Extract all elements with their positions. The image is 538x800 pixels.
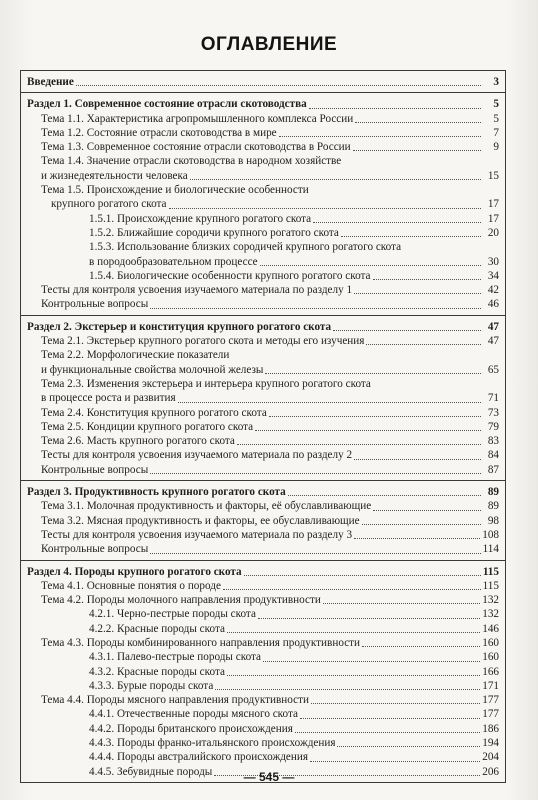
toc-entry-title: Тема 2.3. Изменения экстерьера и интерьера крупного рогатого скота: [41, 377, 371, 390]
toc-entry-title: Раздел 1. Современное состояние отрасли скотоводства: [27, 98, 307, 111]
toc-page-number: 132: [482, 608, 499, 621]
toc-page-number: 83: [487, 435, 499, 448]
toc-entry: [27, 448, 499, 462]
toc-entry: [27, 707, 499, 721]
toc-leader-dots: [258, 617, 480, 619]
toc-entry-title: Тема 4.1. Основные понятия о породе: [41, 579, 221, 592]
toc-leader-dots: [150, 472, 481, 474]
toc-page-number: 115: [482, 579, 499, 592]
toc-leader-dots: [269, 415, 481, 417]
toc-entry: [27, 593, 499, 607]
toc-page-number: 42: [487, 284, 499, 297]
toc-page-number: 171: [482, 679, 499, 692]
toc-entry-title: Контрольные вопросы: [41, 298, 149, 311]
toc-entry-title: 4.3.3. Бурые породы скота: [89, 679, 214, 692]
toc-leader-dots: [244, 574, 481, 576]
toc-entry: [27, 183, 499, 197]
toc-page-number: 84: [487, 449, 499, 462]
toc-leader-dots: [178, 401, 481, 403]
page-number: — 545 —: [243, 770, 295, 784]
toc-entry: [27, 736, 499, 750]
toc-entry-title: Тема 3.2. Мясная продуктивность и факторы, ее обуславливающие: [41, 514, 360, 527]
toc-entry: [27, 406, 499, 420]
toc-entry-title: Раздел 4. Породы крупного рогатого скота: [27, 565, 242, 578]
toc-entry-title: и функциональные свойства молочной железы: [41, 363, 264, 376]
toc-entry-title: Тема 2.5. Кондиции крупного рогатого скота: [41, 420, 254, 433]
toc-entry-title: Тема 1.3. Современное состояние отрасли скотоводства в России: [41, 141, 351, 154]
toc-page-number: 17: [487, 212, 499, 225]
toc-leader-dots: [260, 264, 481, 266]
toc-leader-dots: [255, 429, 481, 431]
toc-entry-title: Тема 2.2. Морфологические показатели: [41, 349, 230, 362]
toc-page-number: 47: [487, 320, 499, 333]
toc-page-number: 30: [487, 255, 499, 268]
table-of-contents: [20, 70, 506, 783]
toc-section-heading: [27, 97, 499, 111]
toc-leader-dots: [362, 523, 481, 525]
toc-page-number: 7: [493, 126, 499, 139]
toc-section-heading: [27, 75, 499, 89]
toc-page-number: 204: [482, 751, 499, 764]
toc-page-number: 5: [493, 98, 499, 111]
toc-page-number: 3: [493, 76, 499, 88]
toc-entry-title: Тема 1.2. Состояние отрасли скотоводства в мире: [41, 126, 277, 139]
toc-entry: [27, 636, 499, 650]
toc-entry: [27, 420, 499, 434]
toc-page-number: 146: [482, 622, 499, 635]
toc-entry-title: 1.5.2. Ближайшие сородичи крупного рогатого скота: [89, 226, 339, 239]
toc-leader-dots: [300, 717, 480, 719]
toc-entry-title: Контрольные вопросы: [41, 543, 149, 556]
toc-entry-title: Раздел 2. Экстерьер и конституция крупного рогатого скота: [27, 320, 332, 333]
toc-entry: [27, 722, 499, 736]
toc-leader-dots: [150, 307, 481, 309]
toc-entry: [27, 126, 499, 140]
toc-entry: [27, 622, 499, 636]
toc-entry-title: Тема 2.1. Экстерьер крупного рогатого скота и методы его изучения: [41, 335, 365, 348]
toc-page-number: 34: [487, 269, 499, 282]
toc-entry: [27, 679, 499, 693]
toc-section: [21, 92, 505, 314]
toc-entry-title: 4.4.4. Породы австралийского происхождения: [89, 751, 308, 764]
toc-entry-title: 1.5.1. Происхождение крупного рогатого скота: [89, 212, 312, 225]
toc-entry: [27, 650, 499, 664]
toc-page-number: 71: [487, 392, 499, 405]
toc-entry: [27, 434, 499, 448]
toc-entry: [27, 240, 499, 254]
toc-entry: [27, 197, 499, 211]
toc-leader-dots: [355, 121, 481, 123]
toc-entry: [27, 377, 499, 391]
page-title: ОГЛАВЛЕНИЕ: [200, 34, 338, 55]
toc-leader-dots: [354, 537, 480, 539]
toc-page-number: 132: [482, 594, 499, 607]
toc-entry: [27, 499, 499, 513]
toc-entry-title: 4.3.2. Красные породы скота: [89, 665, 225, 678]
toc-section: [21, 71, 505, 92]
toc-section: [21, 480, 505, 559]
toc-leader-dots: [311, 702, 480, 704]
toc-page-number: 194: [482, 737, 499, 750]
toc-page-number: 98: [487, 514, 499, 527]
toc-leader-dots: [237, 443, 481, 445]
toc-leader-dots: [354, 292, 481, 294]
toc-entry: [27, 750, 499, 764]
toc-entry: [27, 283, 499, 297]
toc-entry-title: 1.5.4. Биологические особенности крупного рогатого скота: [89, 269, 371, 282]
toc-entry: [27, 169, 499, 183]
toc-entry: [27, 665, 499, 679]
toc-entry: [27, 542, 499, 556]
toc-page-number: 46: [487, 298, 499, 311]
toc-entry-title: 4.3.1. Палево-пестрые породы скота: [89, 651, 262, 664]
toc-leader-dots: [288, 494, 481, 496]
toc-entry-title: Тема 4.2. Породы молочного направления продуктивности: [41, 594, 321, 607]
toc-entry: [27, 607, 499, 621]
toc-page-number: 17: [487, 198, 499, 211]
toc-section-heading: [27, 485, 499, 499]
toc-leader-dots: [227, 631, 480, 633]
toc-entry: [27, 514, 499, 528]
toc-entry-title: Тема 1.4. Значение отрасли скотоводства в народном хозяйстве: [41, 155, 342, 168]
toc-leader-dots: [190, 178, 481, 180]
toc-entry-title: Тема 4.4. Породы мясного направления продуктивности: [41, 694, 309, 707]
toc-entry-title: Тема 3.1. Молочная продуктивность и факторы, её обуславливающие: [41, 500, 372, 513]
toc-entry: [27, 391, 499, 405]
toc-page-number: 87: [487, 463, 499, 476]
toc-page-number: 160: [482, 651, 499, 664]
toc-leader-dots: [333, 329, 481, 331]
toc-entry-title: Тесты для контроля усвоения изучаемого материала по разделу 2: [41, 449, 353, 462]
toc-page-number: 65: [487, 363, 499, 376]
toc-page-number: 5: [493, 112, 499, 125]
toc-section: [21, 560, 505, 782]
toc-entry-title: Тема 1.1. Характеристика агропромышленного комплекса России: [41, 112, 354, 125]
toc-entry-title: 4.4.5. Зебувидные породы: [89, 765, 213, 778]
toc-entry: [27, 212, 499, 226]
toc-entry: [27, 154, 499, 168]
toc-page-number: 9: [493, 141, 499, 154]
toc-section: [21, 315, 505, 480]
toc-leader-dots: [310, 760, 480, 762]
toc-entry-title: Контрольные вопросы: [41, 463, 149, 476]
toc-page-number: 47: [487, 335, 499, 348]
toc-entry: [27, 334, 499, 348]
toc-leader-dots: [353, 149, 481, 151]
toc-page-number: 160: [482, 636, 499, 649]
toc-page-number: 115: [482, 565, 499, 578]
toc-leader-dots: [227, 674, 480, 676]
toc-page-number: 15: [487, 169, 499, 182]
toc-entry-title: и жизнедеятельности человека: [41, 169, 188, 182]
toc-page-number: 89: [487, 486, 499, 499]
toc-leader-dots: [169, 207, 481, 209]
toc-page-number: 177: [482, 694, 499, 707]
toc-entry: [27, 297, 499, 311]
toc-page-number: 186: [482, 722, 499, 735]
toc-leader-dots: [263, 660, 480, 662]
toc-leader-dots: [354, 458, 481, 460]
toc-section-heading: [27, 565, 499, 579]
toc-entry: [27, 348, 499, 362]
toc-page-number: 20: [487, 226, 499, 239]
toc-section-heading: [27, 320, 499, 334]
toc-leader-dots: [76, 84, 481, 86]
toc-leader-dots: [215, 688, 480, 690]
toc-entry-title: Тесты для контроля усвоения изучаемого материала по разделу 3: [41, 528, 353, 541]
toc-leader-dots: [279, 135, 481, 137]
toc-entry-title: Тема 1.5. Происхождение и биологические особенности: [41, 184, 309, 197]
toc-leader-dots: [265, 372, 481, 374]
toc-leader-dots: [309, 107, 481, 109]
toc-leader-dots: [150, 552, 480, 554]
toc-leader-dots: [223, 588, 481, 590]
toc-entry: [27, 579, 499, 593]
toc-entry: [27, 112, 499, 126]
toc-entry-title: 4.4.2. Породы британского происхождения: [89, 722, 293, 735]
toc-leader-dots: [313, 221, 481, 223]
toc-leader-dots: [362, 645, 480, 647]
toc-entry: [27, 363, 499, 377]
toc-leader-dots: [341, 235, 481, 237]
toc-leader-dots: [337, 745, 480, 747]
toc-entry: [27, 269, 499, 283]
toc-entry-title: в породообразовательном процессе: [89, 255, 258, 268]
toc-entry-title: 4.4.3. Породы франко-итальянского происхождения: [89, 737, 336, 750]
toc-page-number: 79: [487, 420, 499, 433]
toc-entry-title: крупного рогатого скота: [51, 198, 167, 211]
toc-leader-dots: [373, 509, 481, 511]
toc-entry-title: 4.2.2. Красные породы скота: [89, 622, 225, 635]
toc-entry-title: Раздел 3. Продуктивность крупного рогатого скота: [27, 486, 286, 499]
toc-page-number: 73: [487, 406, 499, 419]
toc-entry-title: Тесты для контроля усвоения изучаемого материала по разделу 1: [41, 284, 353, 297]
toc-leader-dots: [366, 343, 481, 345]
toc-entry-title: 4.4.1. Отечественные породы мясного скота: [89, 708, 298, 721]
toc-page-number: 177: [482, 708, 499, 721]
toc-entry-title: Тема 4.3. Породы комбинированного направления продуктивности: [41, 636, 361, 649]
toc-leader-dots: [323, 602, 480, 604]
toc-leader-dots: [373, 278, 481, 280]
toc-entry: [27, 255, 499, 269]
toc-entry: [27, 226, 499, 240]
toc-entry-title: Тема 2.6. Масть крупного рогатого скота: [41, 435, 235, 448]
toc-entry-title: 4.2.1. Черно-пестрые породы скота: [89, 608, 256, 621]
toc-leader-dots: [295, 731, 480, 733]
toc-entry: [27, 528, 499, 542]
toc-entry-title: Тема 2.4. Конституция крупного рогатого скота: [41, 406, 267, 419]
toc-entry-title: Введение: [27, 76, 74, 88]
toc-entry: [27, 140, 499, 154]
toc-entry: [27, 463, 499, 477]
toc-page-number: 89: [487, 500, 499, 513]
toc-page-number: 166: [482, 665, 499, 678]
toc-entry: [27, 693, 499, 707]
toc-page-number: 108: [482, 528, 499, 541]
toc-entry-title: в процессе роста и развития: [41, 392, 176, 405]
toc-page-number: 114: [482, 543, 499, 556]
toc-page-number: 206: [482, 765, 499, 778]
toc-entry-title: 1.5.3. Использование близких сородичей крупного рогатого скота: [89, 241, 402, 254]
